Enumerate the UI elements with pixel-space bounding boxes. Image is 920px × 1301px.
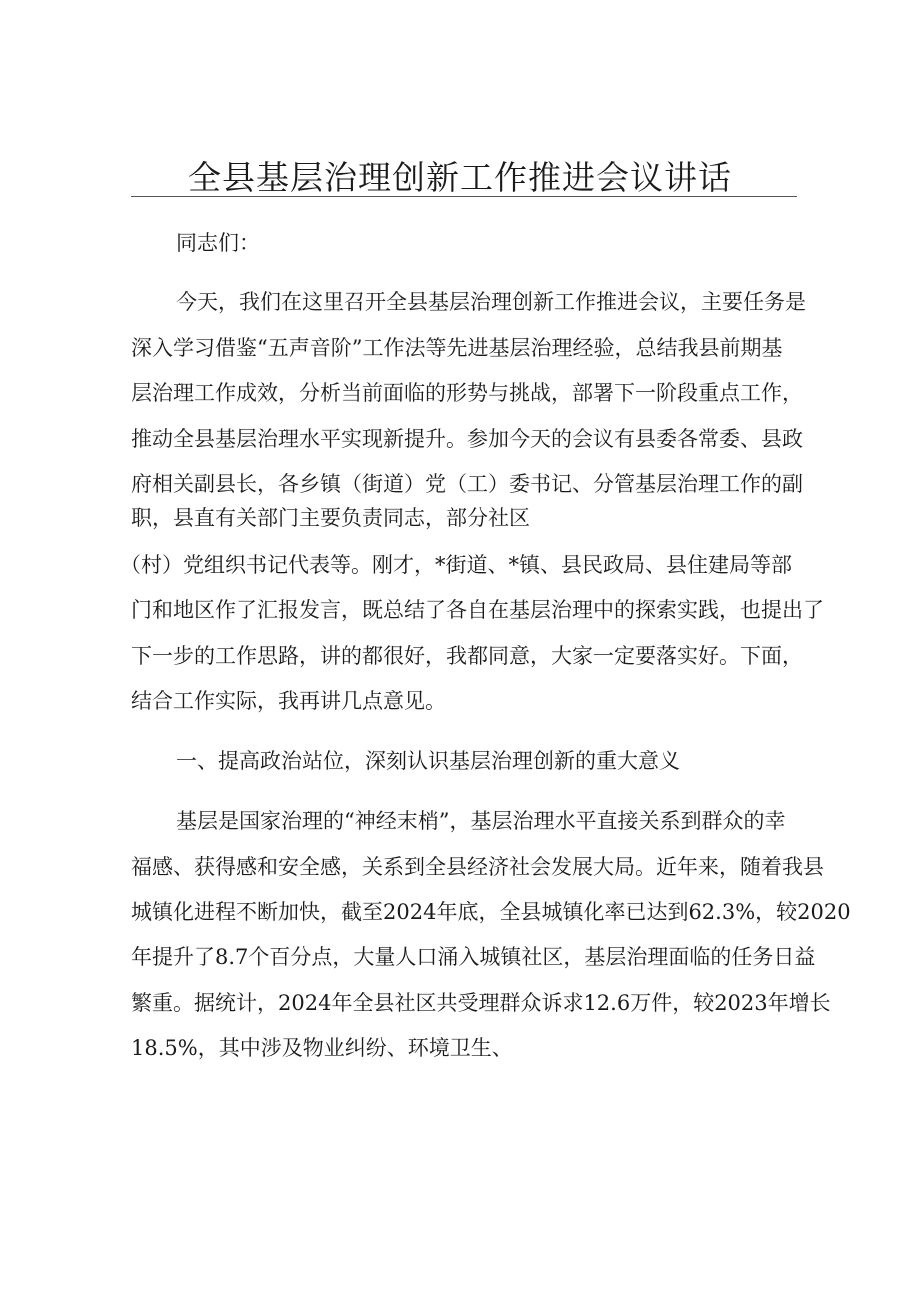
paragraph-line: 职，县直有关部门主要负责同志，部分社区 [131,506,530,530]
paragraph-line: 结合工作实际，我再讲几点意见。 [131,689,446,713]
title-underline [131,196,797,197]
paragraph-line: 层治理工作成效，分析当前面临的形势与挑战，部署下一阶段重点工作， [131,381,803,405]
paragraph-line: 下一步的工作思路，讲的都很好，我都同意，大家一定要落实好。下面， [131,644,803,668]
paragraph-line: 今天，我们在这里召开全县基层治理创新工作推进会议，主要任务是 [176,290,806,314]
paragraph-line: 18.5%，其中涉及物业纠纷、环境卫生、 [131,1036,513,1060]
paragraph-line: 基层是国家治理的“神经末梢”，基层治理水平直接关系到群众的幸 [176,809,786,833]
paragraph-line: 年提升了8.7个百分点，大量人口涌入城镇社区，基层治理面临的任务日益 [131,945,816,969]
paragraph-line: 繁重。据统计，2024年全县社区共受理群众诉求12.6万件，较2023年增长 [131,991,831,1015]
paragraph-line: 福感、获得感和安全感，关系到全县经济社会发展大局。近年来，随着我县 [131,855,824,879]
greeting: 同志们： [176,231,260,255]
paragraph-line: （村）党组织书记代表等。刚才，*街道、*镇、县民政局、县住建局等部 [120,553,792,577]
document-title: 全县基层治理创新工作推进会议讲话 [188,158,732,197]
paragraph-line: 门和地区作了汇报发言，既总结了各自在基层治理中的探索实践，也提出了 [131,598,824,622]
section-1-heading: 一、提高政治站位，深刻认识基层治理创新的重大意义 [176,749,680,773]
paragraph-line: 推动全县基层治理水平实现新提升。参加今天的会议有县委各常委、县政 [131,427,803,451]
paragraph-line: 府相关副县长，各乡镇（街道）党（工）委书记、分管基层治理工作的副 [131,472,803,496]
paragraph-line: 深入学习借鉴“五声音阶”工作法等先进基层治理经验，总结我县前期基 [131,336,783,360]
paragraph-line: 城镇化进程不断加快，截至2024年底，全县城镇化率已达到62.3%，较2020 [131,900,851,924]
